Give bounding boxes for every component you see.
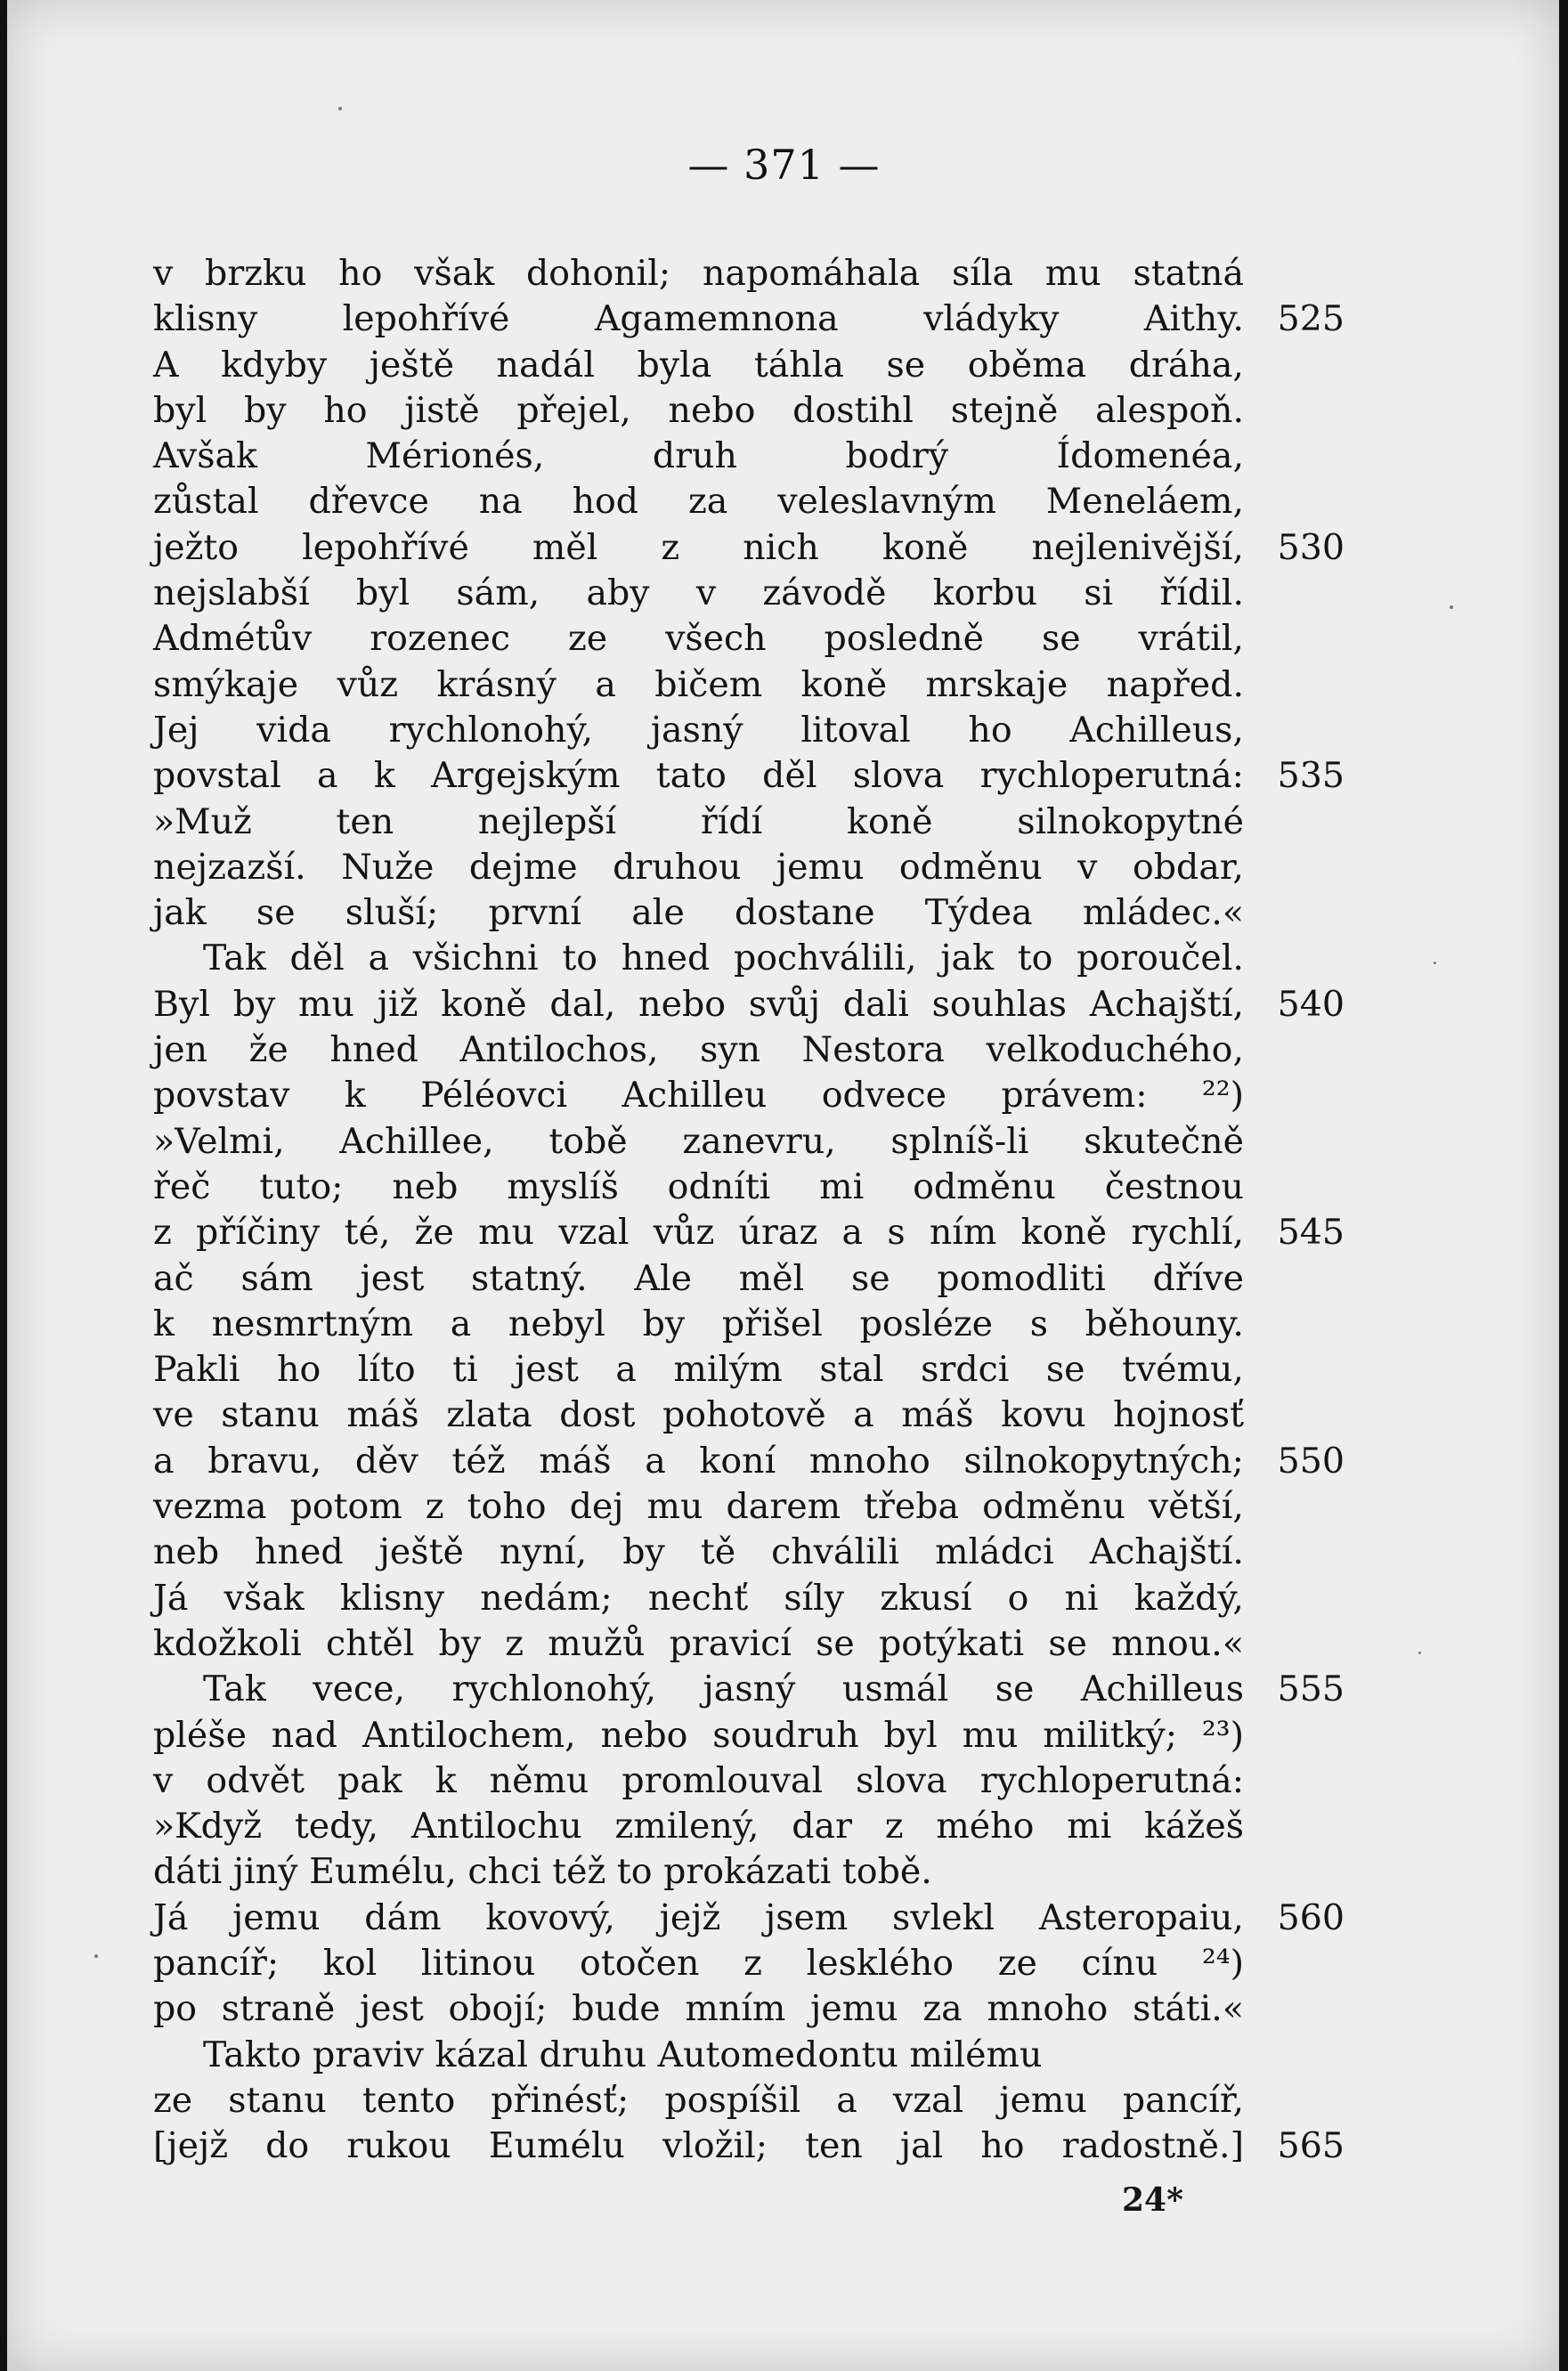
verse-line [153,1530,1355,1575]
verse-text: řeč tuto; neb myslíš odníti mi odměnu čestnou [153,1165,1244,1207]
verse-text: povstav k Péléovci Achilleu odvece právem: ²²) [153,1075,1244,1116]
verse-line [153,1713,1355,1758]
verse-line [153,1941,1355,1986]
verse-line [153,1986,1355,2032]
verse-line [153,1119,1355,1165]
verse-line [153,1896,1355,1941]
verse-text: jak se sluší; první ale dostane Týdea mládec.« [153,892,1244,934]
verse-line [153,525,1355,571]
line-number: 535 [1277,755,1345,797]
verse-text: ač sám jest statný. Ale měl se pomodliti dříve [153,1257,1244,1299]
verse-text: povstal a k Argejským tato děl slova rychloperutná: [153,755,1244,797]
verse-text: kdožkoli chtěl by z mužů pravicí se potýkati se mnou.« [153,1622,1244,1664]
verse-line [153,1256,1355,1302]
verse-text: nejslabší byl sám, aby v závodě korbu si řídil. [153,572,1244,614]
line-number: 565 [1277,2125,1345,2167]
verse-text: pancíř; kol litinou otočen z lesklého ze cínu ²⁴) [153,1942,1244,1984]
verse-text: jen že hned Antilochos, syn Nestora velkoduchého, [153,1029,1244,1071]
verse-line [153,1621,1355,1667]
verse-line [153,845,1355,890]
verse-line [153,1027,1355,1073]
line-number: 560 [1277,1896,1345,1938]
verse-text: zůstal dřevce na hod za veleslavným Meneláem, [153,481,1244,523]
verse-line [153,1758,1355,1804]
line-number: 555 [1277,1669,1345,1710]
verse-line [153,1439,1355,1484]
scan-left-border [0,0,7,2371]
verse-text: po straně jest obojí; bude mním jemu za mnoho státi.« [153,1988,1244,2030]
verse-line [153,1576,1355,1621]
verse-text: ježto lepohřívé měl z nich koně nejlenivější, [153,526,1244,568]
verse-line [153,434,1355,479]
verse-line [153,2033,1355,2078]
verse-text: smýkaje vůz krásný a bičem koně mrskaje napřed. [153,663,1244,705]
verse-text: Já jemu dám kovový, jejž jsem svlekl Asteropaiu, [153,1896,1244,1938]
verse-line [153,388,1355,434]
verse-line [153,1165,1355,1210]
verse-line [153,1667,1355,1712]
verse-line [153,251,1355,296]
verse-line [153,479,1355,524]
scan-right-border [1559,0,1568,2371]
verse-line [153,1302,1355,1347]
verse-text: ze stanu tento přinésť; pospíšil a vzal jemu pancíř, [153,2079,1244,2121]
signature-mark: 24* [1122,2181,1183,2219]
verse-text: Tak děl a všichni to hned pochválili, jak to poroučel. [203,938,1244,979]
paper-speck [94,1954,98,1958]
verse-text: A kdyby ještě nadál byla táhla se oběma dráha, [153,344,1244,386]
paper-speck [1418,1652,1421,1654]
verse-line [153,753,1355,799]
line-number: 525 [1277,298,1345,340]
verse-text: klisny lepohřívé Agamemnona vládyky Aithy. [153,298,1244,340]
verse-line [153,2123,1355,2169]
verse-text: ve stanu máš zlata dost pohotově a máš kovu hojnosť [153,1394,1244,1436]
paper-speck [1450,605,1453,609]
verse-line [153,1347,1355,1393]
verse-line [153,936,1355,981]
verse-text: Avšak Mérionés, druh bodrý Ídomenéa, [153,435,1244,477]
verse-line [153,1210,1355,1255]
verse-text: z příčiny té, že mu vzal vůz úraz a s ním koně rychlí, [153,1212,1244,1254]
verse-text: Admétův rozenec ze všech posledně se vrátil, [153,618,1244,660]
verse-text: k nesmrtným a nebyl by přišel posléze s běhouny. [153,1303,1244,1344]
verse-line [153,616,1355,662]
verse-block [153,251,1355,2169]
verse-line [153,1804,1355,1849]
verse-text: Tak vece, rychlonohý, jasný usmál se Achilleus [203,1669,1244,1710]
verse-text: Takto praviv kázal druhu Automedontu milému [203,2034,1043,2075]
verse-text: Pakli ho líto ti jest a milým stal srdci se tvému, [153,1349,1244,1391]
verse-text: Byl by mu již koně dal, nebo svůj dali souhlas Achajští, [153,983,1244,1025]
verse-line [153,982,1355,1027]
verse-text: pléše nad Antilochem, nebo soudruh byl mu militký; ²³) [153,1714,1244,1756]
page-number: — 371 — [687,141,881,189]
verse-text: Já však klisny nedám; nechť síly zkusí o ni každý, [153,1577,1244,1619]
verse-line [153,296,1355,342]
verse-line [153,343,1355,388]
verse-text: byl by ho jistě přejel, nebo dostihl stejně alespoň. [153,389,1244,431]
verse-line [153,708,1355,753]
verse-line [153,571,1355,616]
verse-text: »Muž ten nejlepší řídí koně silnokopytné [153,800,1244,842]
verse-line [153,1849,1355,1895]
verse-text: v brzku ho však dohonil; napomáhala síla mu statná [153,253,1244,294]
line-number: 530 [1277,526,1345,568]
verse-text: »Velmi, Achillee, tobě zanevru, splníš-li skutečně [153,1120,1244,1162]
verse-text: Jej vida rychlonohý, jasný litoval ho Achilleus, [153,709,1244,751]
verse-text: »Když tedy, Antilochu zmilený, dar z mého mi kážeš [153,1806,1244,1847]
verse-text: neb hned ještě nyní, by tě chválili mládci Achajští. [153,1531,1244,1573]
verse-line [153,1484,1355,1530]
verse-line [153,662,1355,708]
verse-line [153,890,1355,936]
verse-line [153,2078,1355,2123]
line-number: 545 [1277,1212,1345,1254]
verse-line [153,1073,1355,1118]
verse-text: [jejž do rukou Eumélu vložil; ten jal ho radostně.] [153,2125,1244,2167]
paper-speck [338,107,342,110]
verse-text: dáti jiný Eumélu, chci též to prokázati tobě. [153,1851,932,1893]
paper-speck [1434,962,1436,964]
verse-text: a bravu, děv též máš a koní mnoho silnokopytných; [153,1440,1244,1482]
verse-line [153,1393,1355,1438]
verse-line [153,800,1355,845]
verse-text: nejzazší. Nuže dejme druhou jemu odměnu v obdar, [153,846,1244,888]
verse-text: v odvět pak k němu promlouval slova rychloperutná: [153,1759,1244,1801]
verse-text: vezma potom z toho dej mu darem třeba odměnu větší, [153,1486,1244,1528]
line-number: 540 [1277,983,1345,1025]
line-number: 550 [1277,1440,1345,1482]
